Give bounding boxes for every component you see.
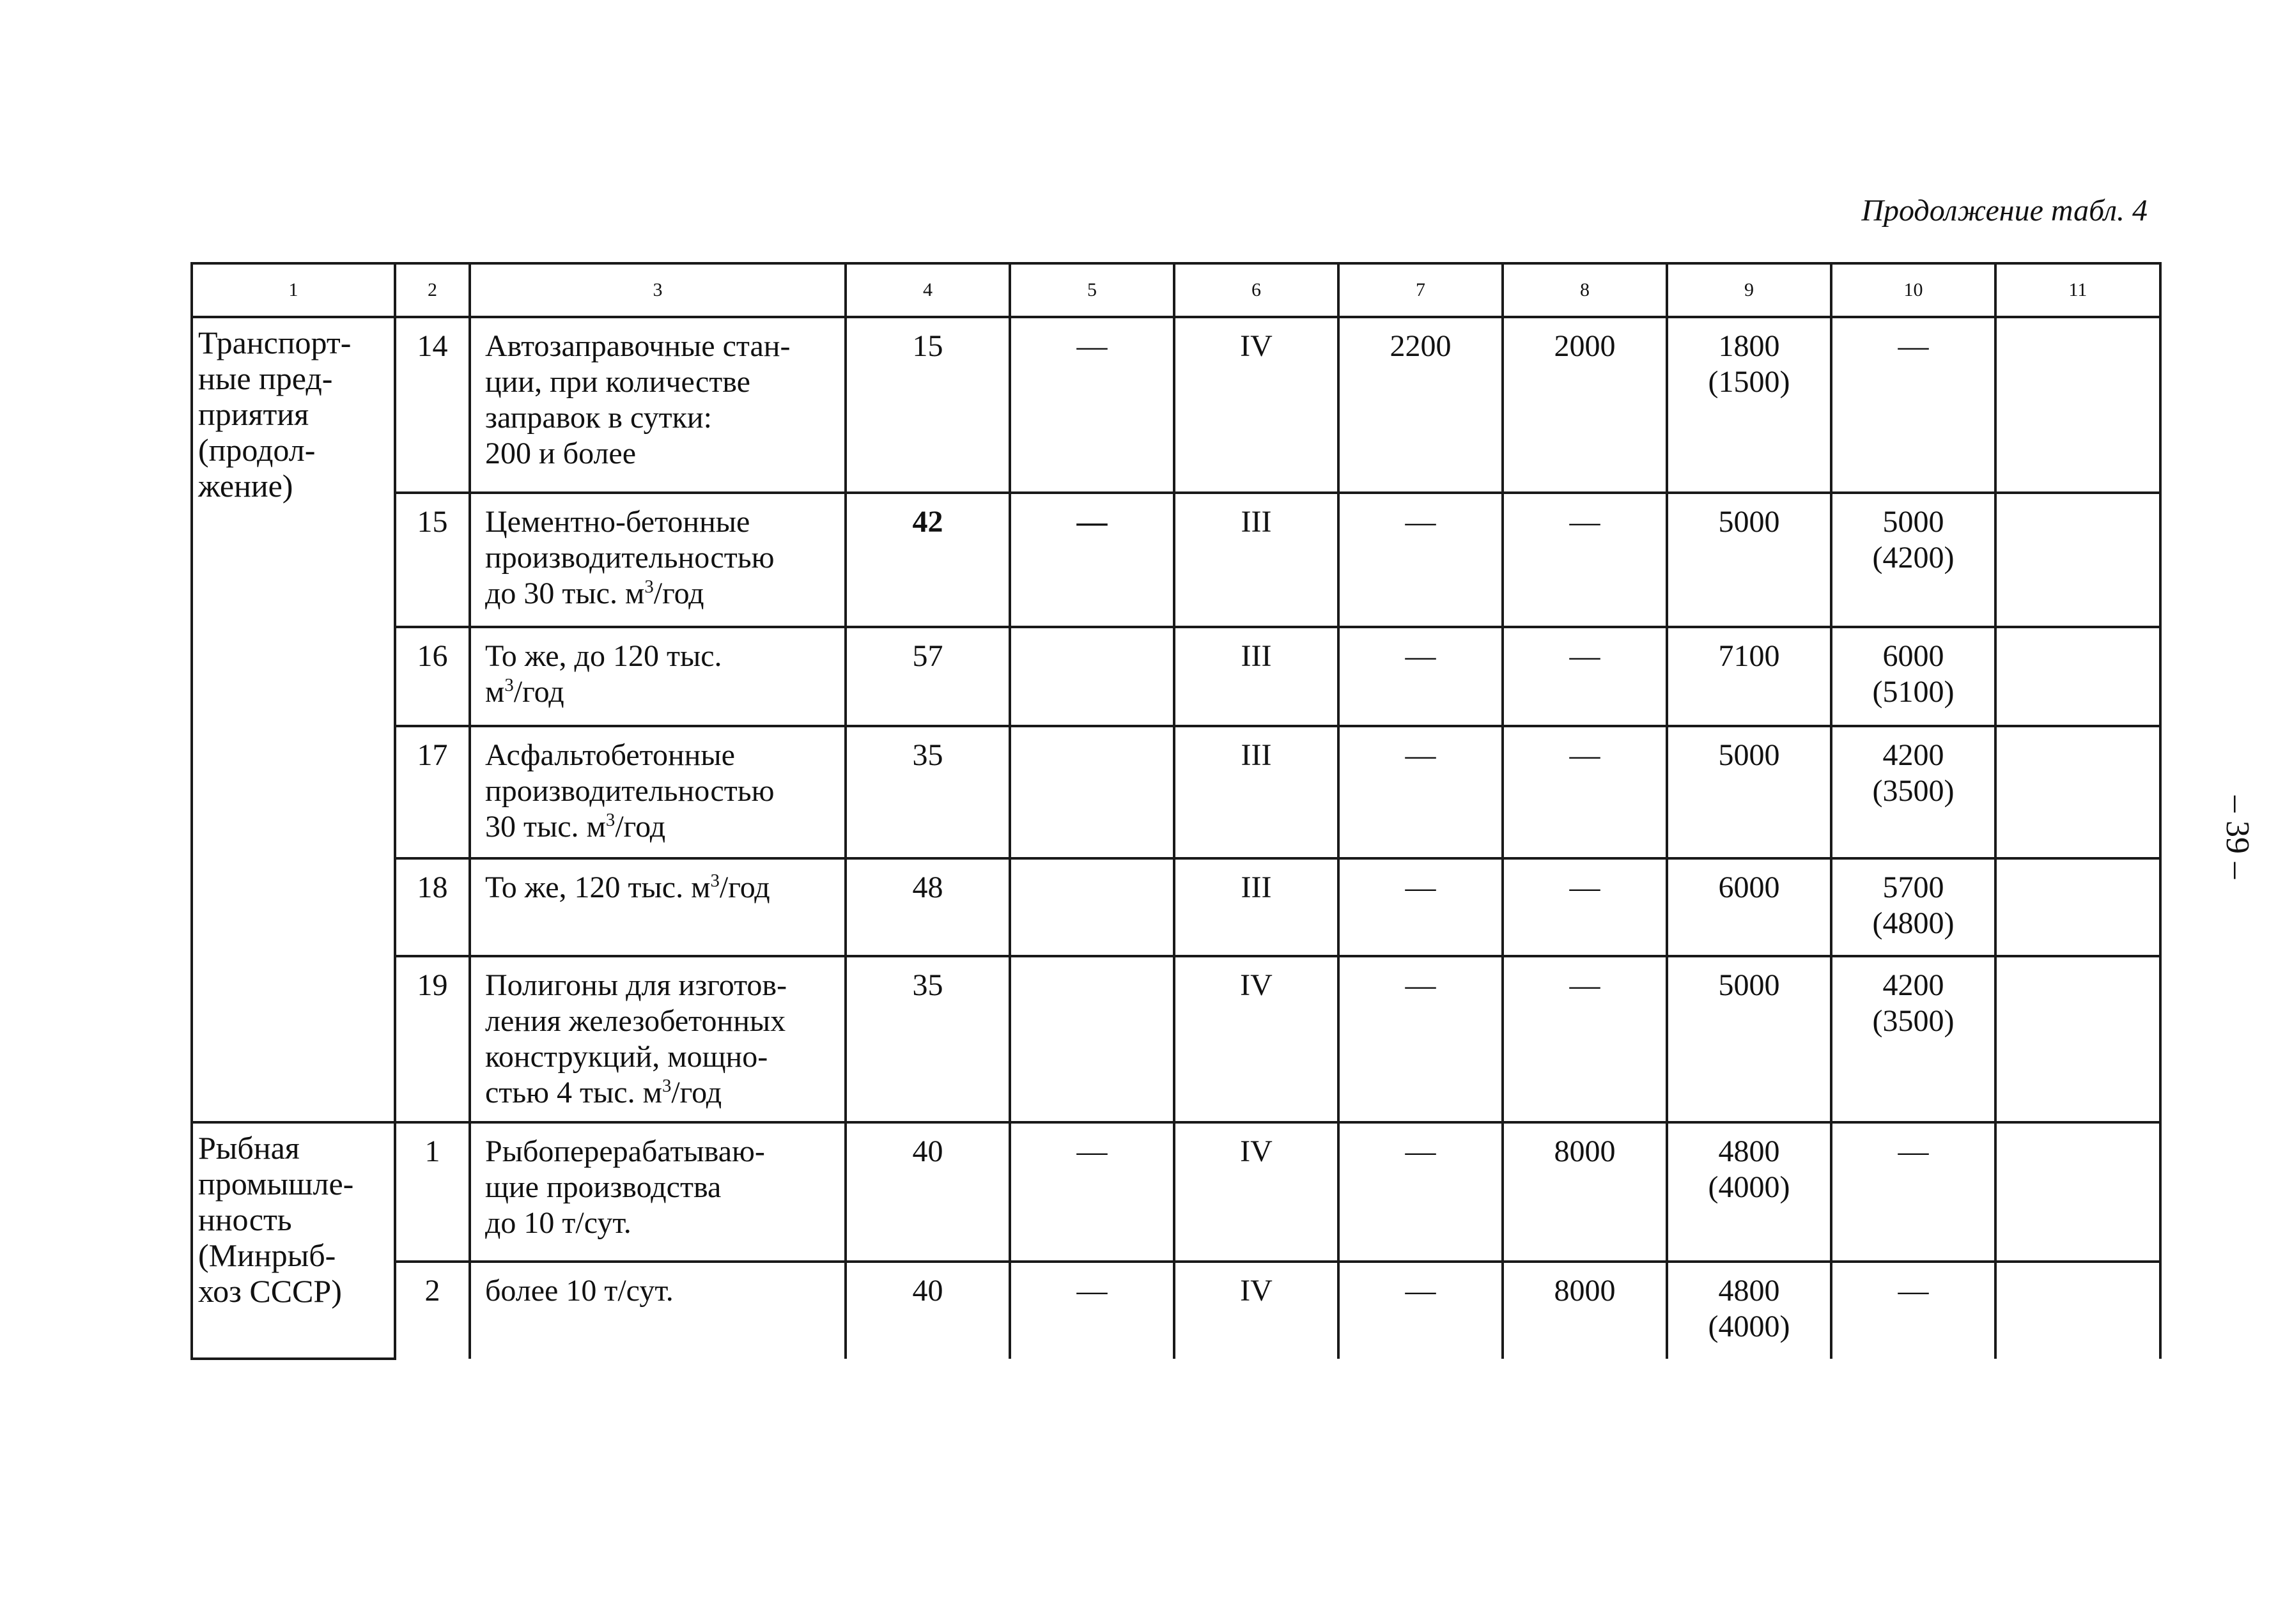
cell-col11 (1995, 317, 2160, 493)
cell-col8: — (1503, 726, 1667, 858)
cell-col8: — (1503, 627, 1667, 726)
cell-col7: — (1338, 1262, 1503, 1359)
cell-col11 (1995, 858, 2160, 956)
desc-line-with-unit (485, 674, 833, 710)
cell-col8: — (1503, 493, 1667, 627)
cell-col7: — (1338, 493, 1503, 627)
header-cell: 1 (192, 263, 395, 317)
desc-line: Асфальтобетонные (485, 738, 735, 772)
data-table (190, 262, 2162, 1360)
cell-col7: — (1338, 627, 1503, 726)
table-row (192, 627, 2160, 726)
page-number: – 39 – (2219, 796, 2256, 879)
row-description (470, 493, 846, 627)
desc-line: ления железобетонных (485, 1004, 786, 1038)
header-cell: 11 (1995, 263, 2160, 317)
cell-col5: — (1010, 317, 1174, 493)
cell-col6: III (1174, 627, 1338, 726)
value-line: 4200 (1882, 738, 1944, 772)
cell-col9 (1667, 726, 1831, 858)
cell-col11 (1995, 1262, 2160, 1359)
cell-col8: 8000 (1503, 1262, 1667, 1359)
value-line: (5100) (1872, 675, 1955, 709)
cell-col5 (1010, 726, 1174, 858)
cell-col4: 42 (846, 493, 1010, 627)
unit-superscript: 3 (504, 675, 514, 695)
group-label: Рыбная промышле- нность (Минрыб- хоз СССР) (198, 1130, 354, 1309)
desc-text: стью 4 тыс. м (485, 1076, 662, 1110)
row-description (470, 858, 846, 956)
table-row (192, 493, 2160, 627)
row-description (470, 1122, 846, 1262)
group-label: Транспорт- ные пред- приятия (продол- жение) (198, 325, 352, 504)
header-cell: 9 (1667, 263, 1831, 317)
desc-line: производительностью (485, 541, 775, 575)
desc-line: щие производства (485, 1170, 722, 1204)
value-line: 5000 (1718, 968, 1780, 1002)
desc-text: 30 тыс. м (485, 810, 606, 844)
desc-line: более 10 т/сут. (485, 1274, 674, 1308)
cell-col8: — (1503, 956, 1667, 1122)
desc-unit: /год (615, 810, 666, 844)
header-cell: 5 (1010, 263, 1174, 317)
cell-col7: — (1338, 726, 1503, 858)
cell-col6: IV (1174, 1262, 1338, 1359)
value-line: 6000 (1718, 870, 1780, 904)
cell-col11 (1995, 627, 2160, 726)
value-line: 7100 (1718, 639, 1780, 673)
value-line: 4800 (1718, 1274, 1780, 1308)
header-cell: 10 (1831, 263, 1995, 317)
desc-line: Полигоны для изготов- (485, 968, 787, 1002)
row-description (470, 317, 846, 493)
table-continuation-caption: Продолжение табл. 4 (1861, 194, 2148, 228)
row-number: 19 (395, 956, 470, 1122)
value-line: 5000 (1718, 505, 1780, 539)
cell-col4: 15 (846, 317, 1010, 493)
desc-line: 200 и более (485, 437, 637, 470)
cell-col10 (1831, 956, 1995, 1122)
cell-col10 (1831, 858, 1995, 956)
value-line: 5700 (1882, 870, 1944, 904)
value-line: — (1898, 1134, 1929, 1168)
row-number: 18 (395, 858, 470, 956)
value-line: 5000 (1882, 505, 1944, 539)
cell-col10 (1831, 493, 1995, 627)
cell-col11 (1995, 493, 2160, 627)
desc-line: заправок в сутки: (485, 401, 712, 435)
cell-col6: IV (1174, 1122, 1338, 1262)
header-cell: 7 (1338, 263, 1503, 317)
desc-line: Рыбоперерабатываю- (485, 1134, 765, 1168)
cell-col10 (1831, 627, 1995, 726)
value-line: (4800) (1872, 906, 1955, 940)
cell-col6: IV (1174, 317, 1338, 493)
cell-col4: 40 (846, 1262, 1010, 1359)
table-row (192, 317, 2160, 493)
cell-col9 (1667, 1262, 1831, 1359)
cell-col5 (1010, 858, 1174, 956)
cell-col9 (1667, 956, 1831, 1122)
value-line: 4800 (1718, 1134, 1780, 1168)
value-line: 6000 (1882, 639, 1944, 673)
value-line: (4200) (1872, 541, 1955, 575)
cell-col5: — (1010, 493, 1174, 627)
cell-col5 (1010, 956, 1174, 1122)
row-description (470, 1262, 846, 1359)
row-description (470, 726, 846, 858)
cell-col9 (1667, 317, 1831, 493)
value-line: 1800 (1718, 329, 1780, 363)
row-number: 1 (395, 1122, 470, 1262)
row-description (470, 627, 846, 726)
cell-col10 (1831, 1262, 1995, 1359)
cell-col10 (1831, 1122, 1995, 1262)
desc-line: Автозаправочные стан- (485, 329, 791, 363)
cell-col7: — (1338, 1122, 1503, 1262)
desc-line-with-unit (485, 576, 833, 612)
row-number: 14 (395, 317, 470, 493)
desc-line: Цементно-бетонные (485, 505, 750, 539)
cell-col5: — (1010, 1122, 1174, 1262)
cell-col5 (1010, 627, 1174, 726)
unit-superscript: 3 (644, 576, 654, 597)
desc-text: м (485, 675, 505, 709)
header-cell: 8 (1503, 263, 1667, 317)
group-cell-fish (192, 1122, 395, 1359)
value-line: — (1898, 1274, 1929, 1308)
cell-col4: 35 (846, 726, 1010, 858)
cell-col5: — (1010, 1262, 1174, 1359)
cell-col7: — (1338, 956, 1503, 1122)
table-header-row (192, 263, 2160, 317)
cell-col9 (1667, 858, 1831, 956)
value-line: (4000) (1708, 1310, 1790, 1343)
desc-line: до 10 т/сут. (485, 1206, 631, 1240)
cell-col11 (1995, 956, 2160, 1122)
row-number: 15 (395, 493, 470, 627)
desc-line-with-unit (485, 870, 833, 906)
table-row (192, 726, 2160, 858)
desc-unit: /год (513, 675, 564, 709)
desc-unit: /год (719, 870, 770, 904)
value-line: (4000) (1708, 1170, 1790, 1204)
value-line: — (1898, 329, 1929, 363)
cell-col6: IV (1174, 956, 1338, 1122)
value-line: 5000 (1718, 738, 1780, 772)
desc-line: производительностью (485, 774, 775, 808)
unit-superscript: 3 (710, 870, 720, 891)
header-cell: 3 (470, 263, 846, 317)
group-cell-transport (192, 317, 395, 1122)
cell-col4: 57 (846, 627, 1010, 726)
cell-col10 (1831, 726, 1995, 858)
row-description (470, 956, 846, 1122)
unit-superscript: 3 (662, 1076, 672, 1096)
desc-line-with-unit (485, 1075, 833, 1111)
desc-line: То же, до 120 тыс. (485, 639, 722, 673)
value-line: (3500) (1872, 774, 1955, 808)
cell-col6: III (1174, 493, 1338, 627)
value-line: (3500) (1872, 1004, 1955, 1038)
unit-superscript: 3 (605, 810, 616, 830)
cell-col9 (1667, 493, 1831, 627)
table-row (192, 858, 2160, 956)
desc-unit: /год (653, 576, 704, 610)
cell-col4: 48 (846, 858, 1010, 956)
desc-line: конструкций, мощно- (485, 1040, 768, 1074)
desc-unit: /год (671, 1076, 722, 1110)
desc-line: ции, при количестве (485, 365, 750, 399)
desc-text: до 30 тыс. м (485, 576, 645, 610)
cell-col8: — (1503, 858, 1667, 956)
cell-col10 (1831, 317, 1995, 493)
value-line: (1500) (1708, 365, 1790, 399)
row-number: 16 (395, 627, 470, 726)
cell-col9 (1667, 627, 1831, 726)
cell-col11 (1995, 1122, 2160, 1262)
row-number: 2 (395, 1262, 470, 1359)
row-number: 17 (395, 726, 470, 858)
header-cell: 2 (395, 263, 470, 317)
cell-col7: — (1338, 858, 1503, 956)
cell-col4: 40 (846, 1122, 1010, 1262)
value-line: 4200 (1882, 968, 1944, 1002)
desc-line-with-unit (485, 809, 833, 845)
cell-col4: 35 (846, 956, 1010, 1122)
desc-text: То же, 120 тыс. м (485, 870, 711, 904)
table-row (192, 1262, 2160, 1359)
header-cell: 4 (846, 263, 1010, 317)
header-cell: 6 (1174, 263, 1338, 317)
cell-col8: 2000 (1503, 317, 1667, 493)
cell-col6: III (1174, 858, 1338, 956)
cell-col8: 8000 (1503, 1122, 1667, 1262)
table-row (192, 956, 2160, 1122)
table-row (192, 1122, 2160, 1262)
cell-col11 (1995, 726, 2160, 858)
cell-col7: 2200 (1338, 317, 1503, 493)
cell-col6: III (1174, 726, 1338, 858)
cell-col9 (1667, 1122, 1831, 1262)
